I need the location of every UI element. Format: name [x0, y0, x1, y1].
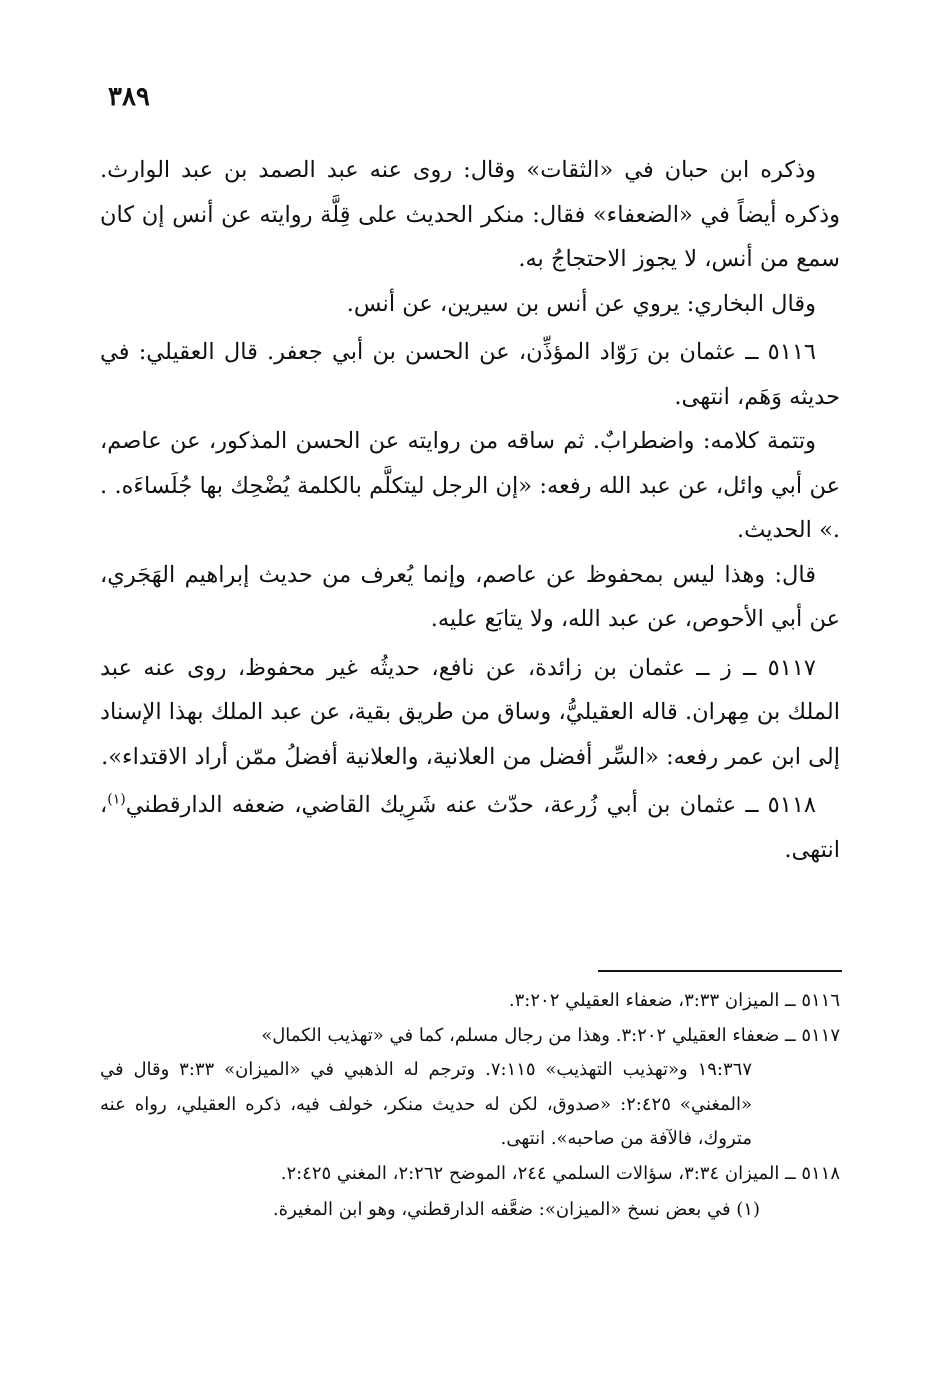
text-line: ٥١١٧ ــ ز ــ عثمان بن زائدة، عن نافع، حديثُه غير محفوظ، روى	[187, 654, 816, 681]
text-line: عن أنس إن كان سمع من أنس، لا يجوز الاحتجاجُ به.	[100, 201, 840, 272]
entry-5116	[100, 330, 840, 419]
text-line: الدارقطني	[125, 792, 223, 818]
text-line: عبد الوارث. وذكره أيضاً في «الضعفاء» فقال: منكر الحديث على قِلَّة روايته	[100, 157, 840, 228]
text-line: العقيلي: في حديثه وَهَم، انتهى.	[100, 339, 840, 410]
main-text	[100, 148, 840, 872]
text-line: أراد الاقتداء».	[101, 743, 228, 770]
note-5116: ٥١١٦ ــ الميزان ٣:٣٣، ضعفاء العقيلي ٣:٢٠٢.	[508, 990, 840, 1011]
text-line: وقال البخاري: يروي عن أنس بن سيرين، عن أنس.	[346, 290, 816, 317]
paragraph-bukhari	[100, 282, 840, 327]
footnote-divider	[598, 970, 842, 972]
text-line: عاصم، عن أبي وائل، عن عبد الله رفعه: «إن الرجل ليتكلَّم بالكلمة يُضْحِك	[100, 428, 840, 499]
text-line: بهذا الإسناد إلى ابن عمر رفعه: «السِّر أفضل من العلانية، والعلانية أفضلُ ممّن	[100, 699, 840, 770]
text-line: الهَجَري، عن أبي الأحوص، عن عبد الله، ولا يتابَع عليه.	[100, 561, 840, 632]
note-line: ٥١١٧ ــ ضعفاء العقيلي ٣:٢٠٢. وهذا من رجال مسلم، كما في «تهذيب الكمال»	[261, 1024, 840, 1046]
note-line: وقال في «المغني» ٢:٤٢٥: «صدوق، لكن له حديث منكر، خولف فيه، ذكره	[100, 1059, 752, 1115]
footnotes	[100, 984, 840, 1228]
entry-5117	[100, 646, 840, 780]
note-line: العقيلي، رواه عنه متروك، فالآفة من صاحبه». انتهى.	[100, 1093, 752, 1149]
text-line: ٥١١٦ ــ عثمان بن رَوّاد المؤذِّن، عن الحسن بن أبي جعفر. قال	[223, 339, 816, 365]
text-line: وتتمة كلامه: واضطرابٌ. ثم ساقه من روايته عن الحسن المذكور، عن	[169, 428, 816, 454]
paragraph-completion	[100, 419, 840, 553]
paragraph-ibn-hibban	[100, 148, 840, 282]
text-line: ، انتهى.	[100, 792, 840, 863]
paragraph-not-preserved	[100, 553, 840, 642]
entry-5118	[100, 783, 840, 872]
note-5117-continuation	[100, 1053, 840, 1157]
note-5117	[100, 1019, 840, 1054]
text-line: قال: وهذا ليس بمحفوظ عن عاصم، وإنما يُعرف من حديث إبراهيم	[184, 561, 816, 588]
text-line: وذكره ابن حبان في «الثقات» وقال: روى عنه عبد الصمد بن	[224, 157, 816, 183]
footnote-reference[interactable]: (١)	[107, 791, 126, 808]
note-5118: ٥١١٨ ــ الميزان ٣:٣٤، سؤالات السلمي ٢٤٤، الموضح ٢:٢٦٢، المغني ٢:٤٢٥.	[280, 1162, 840, 1184]
text-line: عنه عبد الملك بن مِهران. قاله العقيليُّ، وساق من طريق بقية، عن عبد الملك	[100, 654, 841, 725]
page-number: ٣٨٩	[108, 82, 150, 112]
text-line: بها جُلَساءَه. . .» الحديث.	[100, 472, 840, 543]
footnote-1: (١) في بعض نسخ «الميزان»: ضعَّفه الدارقطني، وهو ابن المغيرة.	[272, 1199, 760, 1220]
note-line: ١٩:٣٦٧ و«تهذيب التهذيب» ٧:١١٥. وترجم له الذهبي في «الميزان» ٣:٣٣	[179, 1059, 752, 1080]
text-line: ٥١١٨ ــ عثمان بن أبي زُرعة، حدّث عنه شَرِيك القاضي، ضعفه	[231, 792, 817, 818]
